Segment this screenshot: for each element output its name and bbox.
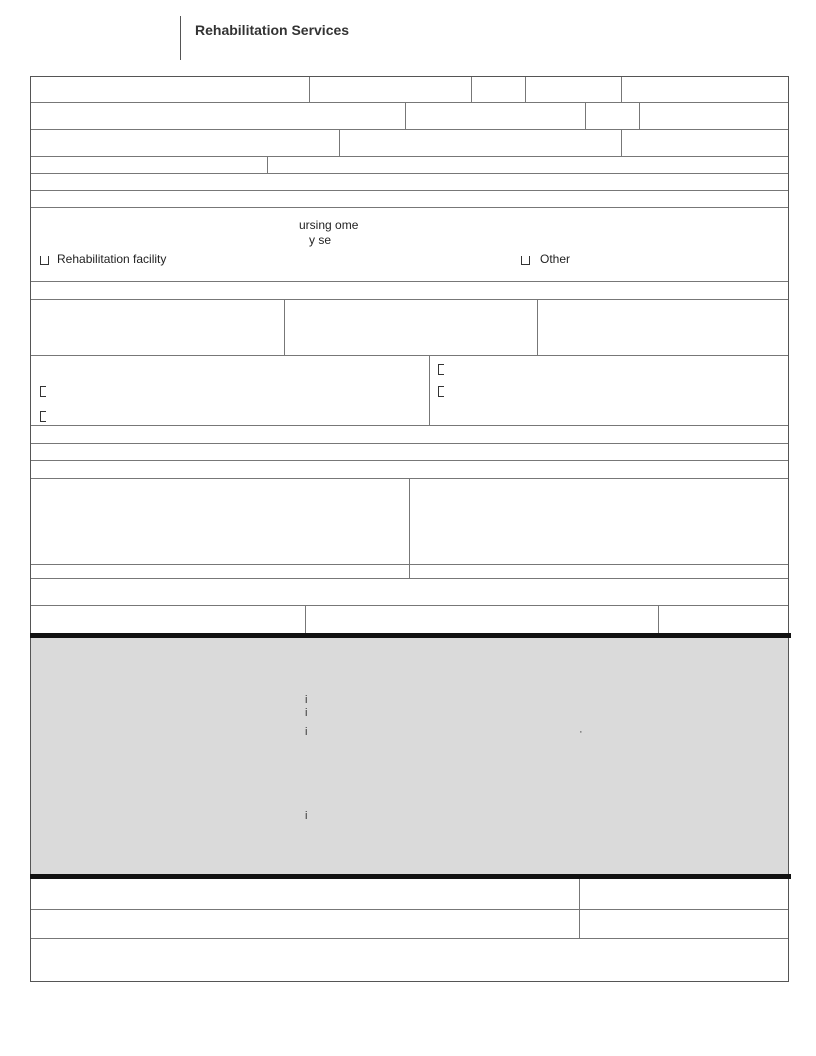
form-row-8[interactable] xyxy=(31,426,788,444)
option-hospice-label: y se xyxy=(309,233,332,247)
option-other-label: Other xyxy=(540,252,571,266)
gray-mark: i xyxy=(305,694,308,706)
two-column-block xyxy=(31,479,788,565)
option-nursing-home-label: ursing ome xyxy=(299,218,359,232)
signature-row xyxy=(31,606,788,633)
form-row-7[interactable] xyxy=(31,282,788,300)
other-checkbox[interactable] xyxy=(521,256,530,265)
office-use-section xyxy=(31,638,788,875)
form-row-5[interactable] xyxy=(31,174,788,191)
form-row-3 xyxy=(31,130,788,157)
checkbox[interactable] xyxy=(438,364,444,375)
field-cell[interactable] xyxy=(537,300,790,355)
field-cell[interactable] xyxy=(267,157,790,173)
checkbox-block xyxy=(31,356,788,426)
page-title: Rehabilitation Services xyxy=(195,22,350,38)
field-cell[interactable] xyxy=(621,130,790,156)
form-row-2 xyxy=(31,103,788,130)
form-row-11 xyxy=(31,565,788,579)
form-row-9[interactable] xyxy=(31,444,788,461)
field-cell[interactable] xyxy=(639,103,790,129)
field-cell[interactable] xyxy=(579,879,790,909)
gray-mark: i xyxy=(305,707,308,719)
form-row-13 xyxy=(31,879,788,910)
organization-logo xyxy=(40,8,135,53)
gray-mark: i xyxy=(305,726,308,738)
header-divider xyxy=(180,16,181,60)
form-row-14 xyxy=(31,910,788,939)
field-cell[interactable] xyxy=(284,300,537,355)
gray-mark: · xyxy=(579,726,583,738)
field-cell[interactable] xyxy=(579,910,790,938)
option-rehab-facility-label: Rehabilitation facility xyxy=(57,252,167,266)
form-row-1 xyxy=(31,77,788,103)
referral-form xyxy=(30,76,789,982)
field-cell[interactable] xyxy=(409,479,790,564)
field-cell[interactable] xyxy=(471,77,525,102)
field-cell[interactable] xyxy=(339,130,621,156)
field-cell[interactable] xyxy=(309,77,471,102)
form-row-15[interactable] xyxy=(31,939,788,982)
field-cell[interactable] xyxy=(585,103,639,129)
field-cell[interactable] xyxy=(409,565,790,578)
page-header xyxy=(40,8,400,58)
field-cell[interactable] xyxy=(658,606,790,633)
form-row-6[interactable] xyxy=(31,191,788,208)
field-cell[interactable] xyxy=(525,77,621,102)
field-cell[interactable] xyxy=(305,606,658,633)
form-row-12[interactable] xyxy=(31,579,788,606)
rehab-facility-checkbox[interactable] xyxy=(40,256,49,265)
form-row-4 xyxy=(31,157,788,174)
checkbox[interactable] xyxy=(438,386,444,397)
field-cell[interactable] xyxy=(405,103,585,129)
checkbox[interactable] xyxy=(40,386,46,397)
checkbox[interactable] xyxy=(40,411,46,422)
field-cell[interactable] xyxy=(621,77,790,102)
three-column-block xyxy=(31,300,788,356)
gray-mark: i xyxy=(305,810,308,822)
field-cell xyxy=(429,356,790,425)
form-row-10[interactable] xyxy=(31,461,788,479)
discharge-options xyxy=(31,208,788,282)
